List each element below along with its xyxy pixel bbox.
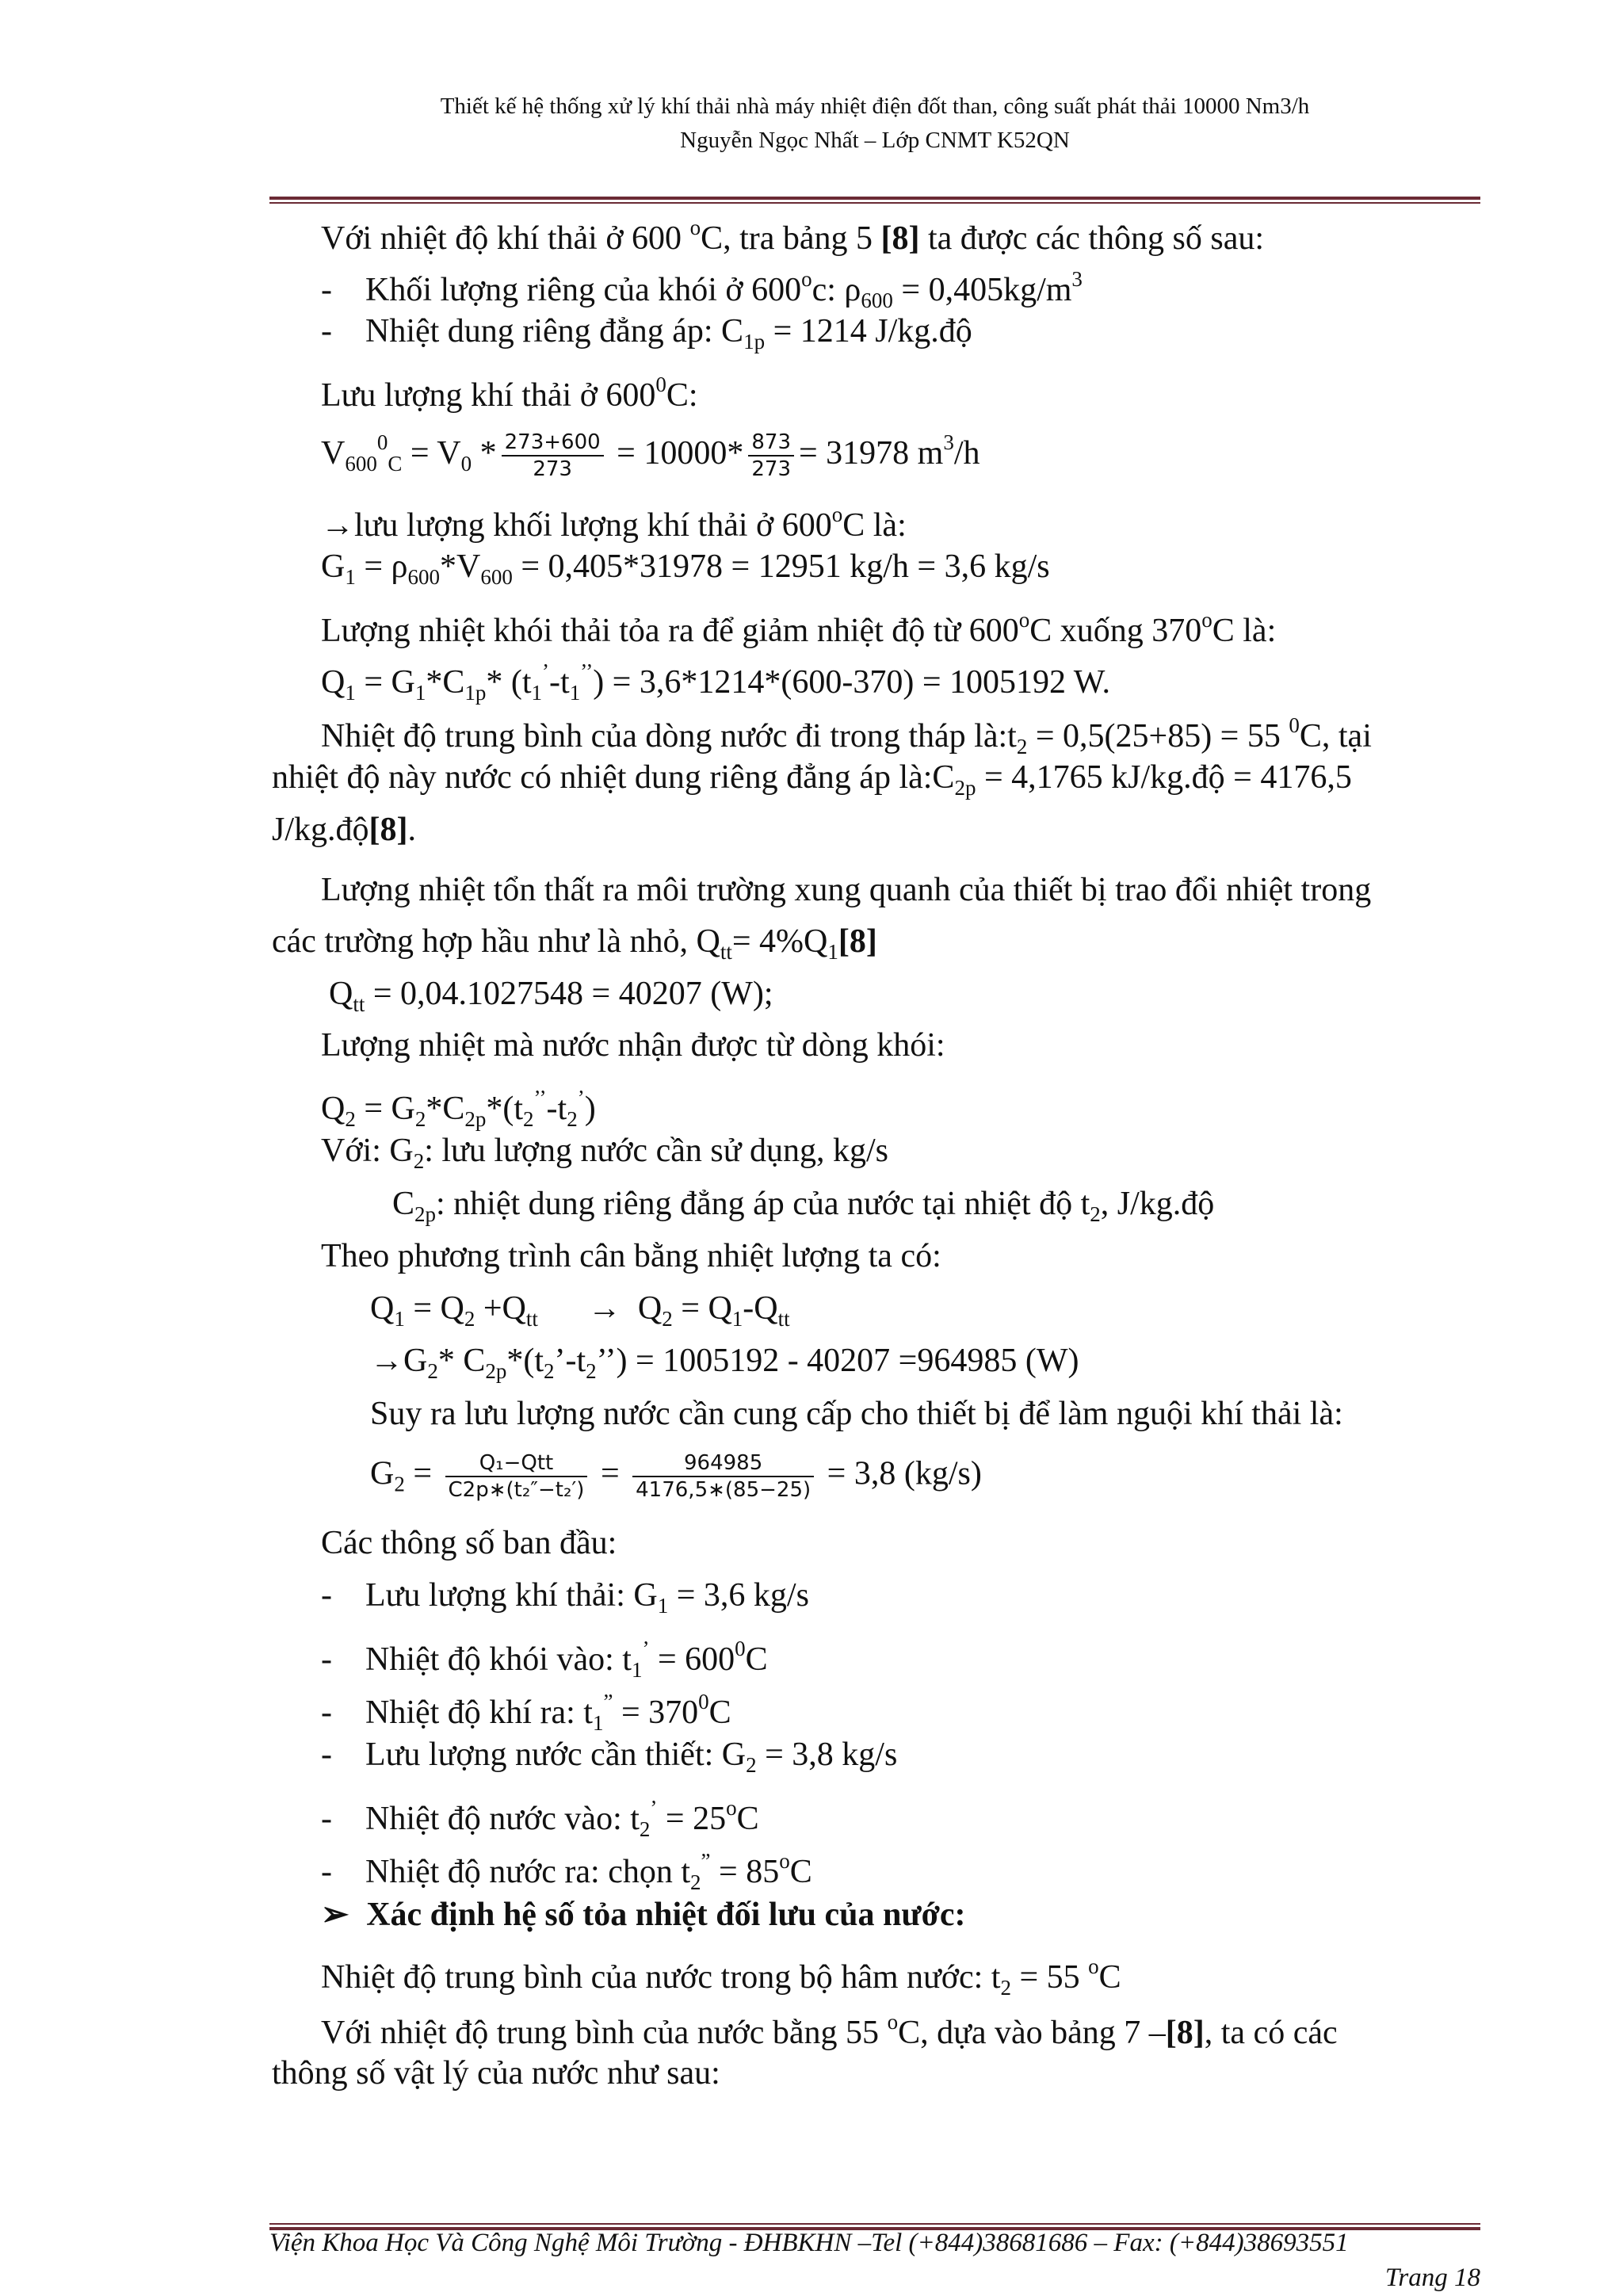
fraction-numeric: $\frac{964985}{4176,5∗(85-25)}$ — [632, 1450, 814, 1503]
section-heading: ➢ Xác định hệ số tỏa nhiệt đối lưu của nước: — [321, 1897, 966, 1933]
list-item-water-in: - Nhiệt độ nước vào: $t_2^’ = 25^oC$ — [321, 1796, 759, 1841]
list-item-gas-out: - Nhiệt độ khí ra: $t_1^” = 370^0C$ — [321, 1690, 731, 1735]
list-item-water-flow: - Lưu lượng nước cần thiết: $G_2 = 3,8$ kg/s — [321, 1736, 898, 1777]
fraction-numeric-ratio: $\frac{873}{273}$ — [748, 430, 794, 482]
citation-ref: [8] — [1165, 2015, 1205, 2051]
citation-ref: [8] — [838, 923, 877, 960]
page-number: Trang 18 — [1384, 2264, 1480, 2292]
text-line-4: Lưu lượng khí thải ở $600^0C$: — [321, 372, 698, 414]
text-line-14: các trường hợp hầu như là nhỏ, $Q_{tt}= 4\%Q_1[8]$ — [272, 923, 877, 964]
text-line-35: thông số vật lý của nước như sau: — [272, 2055, 720, 2092]
running-header-author: Nguyễn Ngọc Nhất – Lớp CNMT K52QN — [680, 128, 1070, 153]
text-line-16: Lượng nhiệt mà nước nhận được từ dòng khói: — [321, 1027, 945, 1064]
equation-heat-q1: $Q_1 = G_1*C_{1p}*$ $(t_1^’-t_1^{’’}) = 3,6*1214*(600-370) = 1005192$ W. — [321, 659, 1111, 705]
text-line-19: $C_{2p}$: nhiệt dung riêng đẳng áp của nước tại nhiệt độ $t_2$, J/kg.độ — [392, 1186, 1215, 1226]
header-rule-thin — [269, 202, 1480, 204]
fraction-symbolic: $\frac{\text{Q₁−Qtt}}{\text{C2p∗(t₂″−t₂′)}}$ — [445, 1450, 588, 1503]
text-line-12: J/kg.độ[8]. — [272, 812, 416, 848]
footer-institute: Viện Khoa Học Và Công Nghệ Môi Trường - ĐHBKHN –Tel (+844)38681686 – Fax: (+844)38693551 — [269, 2229, 1349, 2257]
footer-rule-thin — [269, 2223, 1480, 2225]
equation-balance-result: $\to G_2*$ $C_{2p}*(t_2’-t_2’’) = 1005192 - 40207 =964985$ (W) — [370, 1343, 1079, 1383]
text-line-34: Với nhiệt độ trung bình của nước bằng 55 $^o$C, dựa vào bảng 7 –[8], ta có các — [321, 2010, 1338, 2051]
list-item-density: - Khối lượng riêng của khói ở 600$^o$c: $\rho_{600} = 0,405kg/m^3$ — [321, 267, 1083, 312]
text-line-18: Với: $G_2$: lưu lượng nước cần sử dụng, kg/s — [321, 1133, 888, 1173]
equation-mass-flow: $G_1 = \rho_{600}*V_{600} = 0,405*31978 = 12951$ kg/h = 3,6 kg/s — [321, 548, 1050, 589]
equation-flow-rate: $V_{600}^0_C = V_0$ * $\frac{273+600}{273}$ = 10000* $\frac{873}{273}$ = 31978 $m^3/h$ — [321, 430, 980, 482]
header-rule-thick — [269, 197, 1480, 200]
equation-g2: $G_2$ = $\frac{\text{Q₁−Qtt}}{\text{C2p∗(t₂″−t₂′)}}$ = $\frac{964985}{4176,5∗(85-25)}$ = 3,8 (kg/s) — [370, 1451, 982, 1502]
list-item-heat-capacity: - Nhiệt dung riêng đẳng áp: $C_{1p} = 1214$ J/kg.độ — [321, 313, 972, 353]
text-line-8: Lượng nhiệt khói thải tỏa ra để giảm nhiệt độ từ 600$^o$C xuống 370$^o$C là: — [321, 608, 1277, 649]
list-item-smoke-in: - Nhiệt độ khói vào: $t_1^’ = 600^0C$ — [321, 1637, 768, 1682]
text-line-23: Suy ra lưu lượng nước cần cung cấp cho thiết bị để làm nguội khí thải là: — [370, 1396, 1343, 1432]
list-item-water-out: - Nhiệt độ nước ra: chọn $t_2^” = 85^oC$ — [321, 1849, 812, 1894]
text-line-11: nhiệt độ này nước có nhiệt dung riêng đẳng áp $là:C_{2p} = 4,1765$ kJ/kg.độ = 4176,5 — [272, 759, 1352, 800]
running-header-title: Thiết kế hệ thống xử lý khí thải nhà máy nhiệt điện đốt than, công suất phát thải 10000 Nm3/h — [440, 94, 1310, 119]
text-line-1: Với nhiệt độ khí thải ở 600 $^o$C, tra bảng 5 [8] ta được các thông số sau: — [321, 216, 1265, 257]
citation-ref: [8] — [369, 812, 408, 848]
text-line-6: →lưu lượng khối lượng khí thải ở 600$^o$C là: — [321, 502, 907, 544]
list-item-gas-flow: - Lưu lượng khí thải: $G_1 = 3,6$ kg/s — [321, 1577, 809, 1618]
equation-q2: $Q_2 = G_2*C_{2p}*(t_2^{’’}-t_2^’)$ — [321, 1086, 596, 1131]
text-line-20: Theo phương trình cân bằng nhiệt lượng ta có: — [321, 1238, 941, 1274]
text-line-33: Nhiệt độ trung bình của nước trong bộ hâm nước: $t_2 = 55$ $^o$C — [321, 1954, 1121, 2000]
text-line-13: Lượng nhiệt tổn thất ra môi trường xung quanh của thiết bị trao đổi nhiệt trong — [321, 872, 1372, 908]
citation-ref: [8] — [880, 220, 920, 257]
fraction-temp-ratio: $\frac{273+600}{273}$ — [502, 430, 604, 482]
equation-balance: $Q_1 = Q_2 +Q_{tt}$ → $Q_2 = Q_1-Q_{tt}$ — [370, 1290, 790, 1331]
text-line-10: Nhiệt độ trung bình của dòng nước đi trong tháp $là:t_2 = 0,5(25+85) = 55$ $^0$C, tại — [321, 713, 1372, 758]
text-line-25: Các thông số ban đầu: — [321, 1525, 617, 1561]
equation-qtt: $Q_{tt} = 0,04.1027548 = 40207$ (W); — [329, 976, 773, 1016]
arrow-bullet-icon: ➢ — [321, 1897, 349, 1933]
